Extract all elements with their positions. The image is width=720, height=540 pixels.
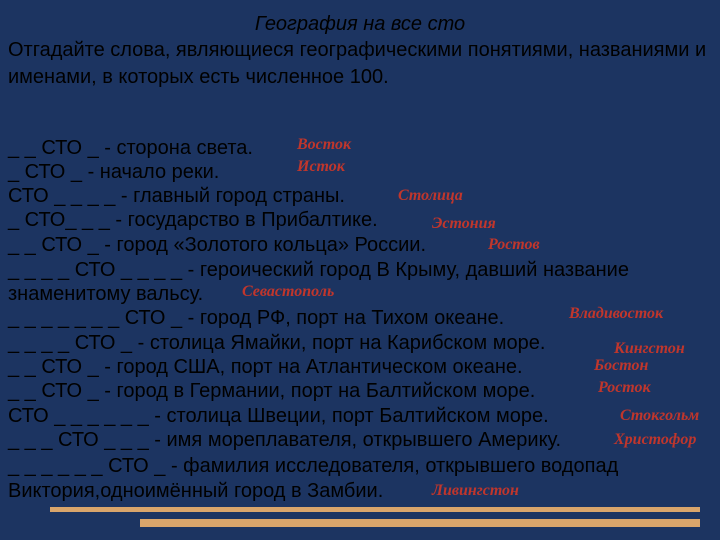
riddle-line: _ _ _ _ СТО _ _ _ _ - героический город В Крыму, давший название: [8, 259, 629, 281]
riddle-line: _ _ СТО _ - город в Германии, порт на Балтийском море.: [8, 380, 536, 402]
answer-label: Ливингстон: [432, 482, 519, 499]
riddle-line: _ _ _ _ _ _ _ СТО _ - город РФ, порт на Тихом океане.: [8, 307, 505, 329]
riddle-line: СТО _ _ _ _ _ _ - столица Швеции, порт Балтийском море.: [8, 405, 549, 427]
answer-label: Столица: [398, 187, 463, 204]
answer-label: Владивосток: [569, 305, 664, 322]
answer-label: Росток: [598, 379, 651, 396]
riddle-line: знаменитому вальсу.: [8, 283, 204, 305]
decor-bar-top: [50, 507, 700, 512]
slide-title: География на все сто: [254, 13, 466, 35]
decor-bar-bottom: [140, 519, 700, 527]
intro-text: Отгадайте слова, являющиеся географическими понятиями, названиями и именами, в которых есть численное 100.: [8, 39, 707, 88]
answer-label: Исток: [297, 158, 345, 175]
riddle-line: СТО _ _ _ _ - главный город страны.: [8, 185, 345, 207]
answer-label: Кингстон: [614, 340, 685, 357]
riddle-line: _ _ _ _ _ _ СТО _ - фамилия исследователя, открывшего водопад: [8, 455, 619, 477]
riddle-line: _ _ _ СТО _ _ _ - имя мореплавателя, открывшего Америку.: [8, 429, 562, 451]
answer-label: Севастополь: [242, 283, 335, 300]
riddle-line: _ _ СТО _ - сторона света.: [8, 137, 253, 159]
answer-label: Бостон: [594, 357, 649, 374]
riddle-line: _ _ СТО _ - город «Золотого кольца» России.: [8, 234, 427, 256]
riddle-line: _ _ СТО _ - город США, порт на Атлантическом океане.: [8, 356, 523, 378]
answer-label: Ростов: [488, 236, 540, 253]
riddle-line: _ СТО _ - начало реки.: [8, 161, 220, 183]
answer-label: Восток: [297, 136, 352, 153]
riddle-line: _ СТО_ _ _ - государство в Прибалтике.: [8, 209, 378, 231]
answer-label: Стокгольм: [620, 407, 700, 424]
riddle-line: _ _ _ _ СТО _ - столица Ямайки, порт на Карибском море.: [8, 332, 546, 354]
answer-label: Эстония: [432, 215, 496, 232]
riddle-line: Виктория,одноимённый город в Замбии.: [8, 480, 384, 502]
answer-label: Христофор: [614, 431, 697, 448]
